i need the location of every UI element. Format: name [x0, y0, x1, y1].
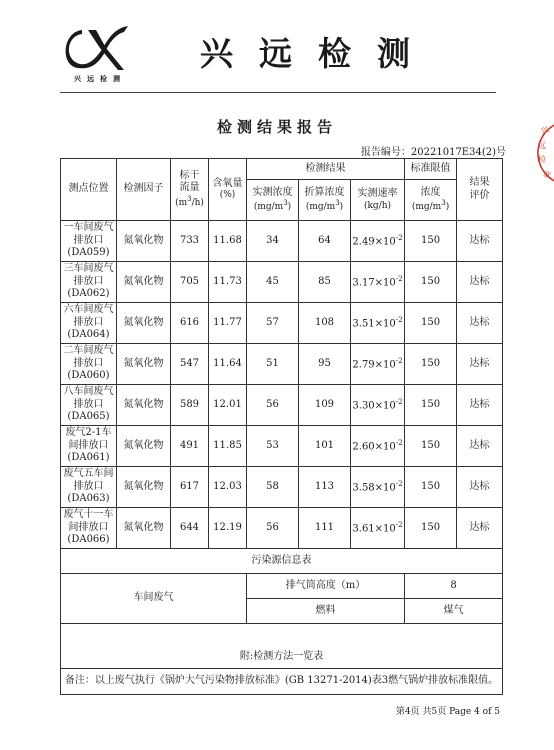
cell-limit: 150 [405, 303, 457, 344]
cell-position: 二车间废气排放口(DA060) [61, 344, 117, 385]
cell-limit: 150 [405, 262, 457, 303]
header-evaluation-label: 结果评价 [469, 177, 490, 201]
cell-rate: $2.60\times 10^{-2}$ [351, 426, 405, 467]
cell-result: 达标 [457, 467, 503, 508]
brand-name: 兴远检测 [200, 34, 436, 73]
cell-measured: 45 [247, 262, 299, 303]
spacer-cell [61, 624, 503, 648]
data-rows [61, 221, 503, 549]
cell-factor: 氮氧化物 [117, 262, 171, 303]
cell-flow: 616 [171, 303, 209, 344]
header-factor: 检测因子 [117, 159, 171, 221]
header-converted-unit: $(mg/m^3)$ [305, 199, 344, 213]
cell-converted: 101 [299, 426, 351, 467]
cell-converted: 64 [299, 221, 351, 262]
cell-position: 六车间废气排放口(DA064) [61, 303, 117, 344]
cell-rate: $3.58\times 10^{-2}$ [351, 467, 405, 508]
cell-result: 达标 [457, 262, 503, 303]
header-flow-unit: $(m^3/h)$ [175, 194, 204, 208]
table-row [61, 467, 503, 508]
cell-limit: 150 [405, 385, 457, 426]
report-number: 报告编号：20221017E34(2)号 [360, 147, 506, 158]
table-row [61, 426, 503, 467]
header-divider [60, 92, 496, 93]
report-title: 检测结果报告 [216, 118, 337, 136]
cell-converted: 111 [299, 508, 351, 549]
header-oxygen-label: 含氧量 [212, 177, 243, 189]
results-table [60, 158, 503, 695]
cell-position: 三车间废气排放口(DA062) [61, 262, 117, 303]
cell-factor: 氮氧化物 [117, 221, 171, 262]
cell-measured: 53 [247, 426, 299, 467]
cell-result: 达标 [457, 426, 503, 467]
header-limit-conc-label: 浓度 [420, 186, 441, 198]
cell-oxygen: 12.19 [209, 508, 247, 549]
cell-limit: 150 [405, 508, 457, 549]
cell-measured: 56 [247, 508, 299, 549]
header-rate-unit: (kg/h) [363, 200, 392, 211]
cell-result: 达标 [457, 508, 503, 549]
cell-position: 一车间废气排放口(DA059) [61, 221, 117, 262]
cell-result: 达标 [457, 344, 503, 385]
table-row [61, 344, 503, 385]
logo-mark-icon [60, 20, 140, 74]
cell-limit: 150 [405, 221, 457, 262]
cell-rate: $2.49\times 10^{-2}$ [351, 221, 405, 262]
cell-measured: 51 [247, 344, 299, 385]
cell-flow: 589 [171, 385, 209, 426]
header-row-1 [61, 159, 503, 180]
svg-text:检: 检 [538, 155, 546, 164]
header-position: 测点位置 [61, 159, 117, 221]
cell-converted: 85 [299, 262, 351, 303]
cell-flow: 733 [171, 221, 209, 262]
cell-result: 达标 [457, 385, 503, 426]
header-measured-unit: $(mg/m^3)$ [253, 199, 292, 213]
header-measured [247, 180, 299, 221]
cell-limit: 150 [405, 344, 457, 385]
header-limit: 标准限值 [405, 159, 457, 180]
cell-result: 达标 [457, 303, 503, 344]
header-results: 检测结果 [247, 159, 405, 180]
cell-oxygen: 12.01 [209, 385, 247, 426]
cell-flow: 617 [171, 467, 209, 508]
cell-oxygen: 11.68 [209, 221, 247, 262]
header-converted [299, 180, 351, 221]
header-limit-conc [405, 180, 457, 221]
header-limit-unit: $(mg/m^3)$ [411, 199, 450, 213]
cell-position: 八车间废气排放口(DA065) [61, 385, 117, 426]
cell-flow: 644 [171, 508, 209, 549]
cell-converted: 109 [299, 385, 351, 426]
stack-height-value: 8 [405, 574, 503, 599]
header-oxygen [209, 159, 247, 221]
cell-measured: 34 [247, 221, 299, 262]
svg-text:远: 远 [538, 141, 546, 150]
cell-oxygen: 11.64 [209, 344, 247, 385]
cell-limit: 150 [405, 426, 457, 467]
svg-text:兴: 兴 [539, 124, 551, 136]
cell-measured: 56 [247, 385, 299, 426]
cell-limit: 150 [405, 467, 457, 508]
pollution-source: 车间废气 [61, 574, 247, 624]
official-seal-stamp [532, 118, 554, 188]
fuel-label: 燃料 [247, 599, 405, 624]
remark-row [61, 668, 503, 694]
cell-measured: 58 [247, 467, 299, 508]
table-row [61, 221, 503, 262]
cell-oxygen: 11.77 [209, 303, 247, 344]
header-oxygen-unit: (%) [219, 190, 236, 201]
fuel-value: 煤气 [405, 599, 503, 624]
company-logo [60, 20, 140, 90]
page-footer: 第4页 共5页 Page 4 of 5 [395, 707, 500, 717]
header-evaluation [457, 159, 503, 221]
table-row [61, 262, 503, 303]
cell-oxygen: 11.73 [209, 262, 247, 303]
note-row [61, 648, 503, 669]
cell-converted: 108 [299, 303, 351, 344]
header-flow-label: 标干流量 [179, 169, 200, 194]
cell-factor: 氮氧化物 [117, 426, 171, 467]
table-row [61, 385, 503, 426]
cell-rate: $3.17\times 10^{-2}$ [351, 262, 405, 303]
cell-rate: $2.79\times 10^{-2}$ [351, 344, 405, 385]
cell-converted: 95 [299, 344, 351, 385]
cell-measured: 57 [247, 303, 299, 344]
cell-factor: 氮氧化物 [117, 508, 171, 549]
cell-rate: $3.51\times 10^{-2}$ [351, 303, 405, 344]
stack-height-row [61, 574, 503, 599]
header-rate-label: 实测速率 [357, 188, 398, 200]
cell-factor: 氮氧化物 [117, 385, 171, 426]
cell-oxygen: 11.85 [209, 426, 247, 467]
table-row [61, 508, 503, 549]
cell-factor: 氮氧化物 [117, 303, 171, 344]
header-rate [351, 180, 405, 221]
pollution-info-title: 污染源信息表 [61, 549, 503, 574]
cell-rate: $3.30\times 10^{-2}$ [351, 385, 405, 426]
cell-flow: 491 [171, 426, 209, 467]
cell-converted: 113 [299, 467, 351, 508]
spacer-row [61, 624, 503, 648]
cell-position: 废气十一车间排放口(DA066) [61, 508, 117, 549]
header-flow [171, 159, 209, 221]
note-text: 附:检测方法一览表 [61, 648, 503, 669]
header-measured-label: 实测浓度 [252, 186, 293, 198]
table-row [61, 303, 503, 344]
remark-text: 备注：以上废气执行《锅炉大气污染物排放标准》(GB 13271-2014)表3燃气锅炉排放标准限值。 [61, 668, 503, 694]
cell-factor: 氮氧化物 [117, 467, 171, 508]
cell-factor: 氮氧化物 [117, 344, 171, 385]
stack-height-label: 排气筒高度（m） [247, 574, 405, 599]
logo-caption: 兴远检测 [74, 74, 126, 83]
cell-position: 废气五车间排放口(DA063) [61, 467, 117, 508]
pollution-info-title-row [61, 549, 503, 574]
cell-rate: $3.61\times 10^{-2}$ [351, 508, 405, 549]
cell-result: 达标 [457, 221, 503, 262]
svg-text:章: 章 [541, 169, 552, 181]
header-converted-label: 折算浓度 [304, 186, 345, 198]
cell-oxygen: 12.03 [209, 467, 247, 508]
cell-position: 废气2-1车间排放口(DA061) [61, 426, 117, 467]
cell-flow: 547 [171, 344, 209, 385]
cell-flow: 705 [171, 262, 209, 303]
